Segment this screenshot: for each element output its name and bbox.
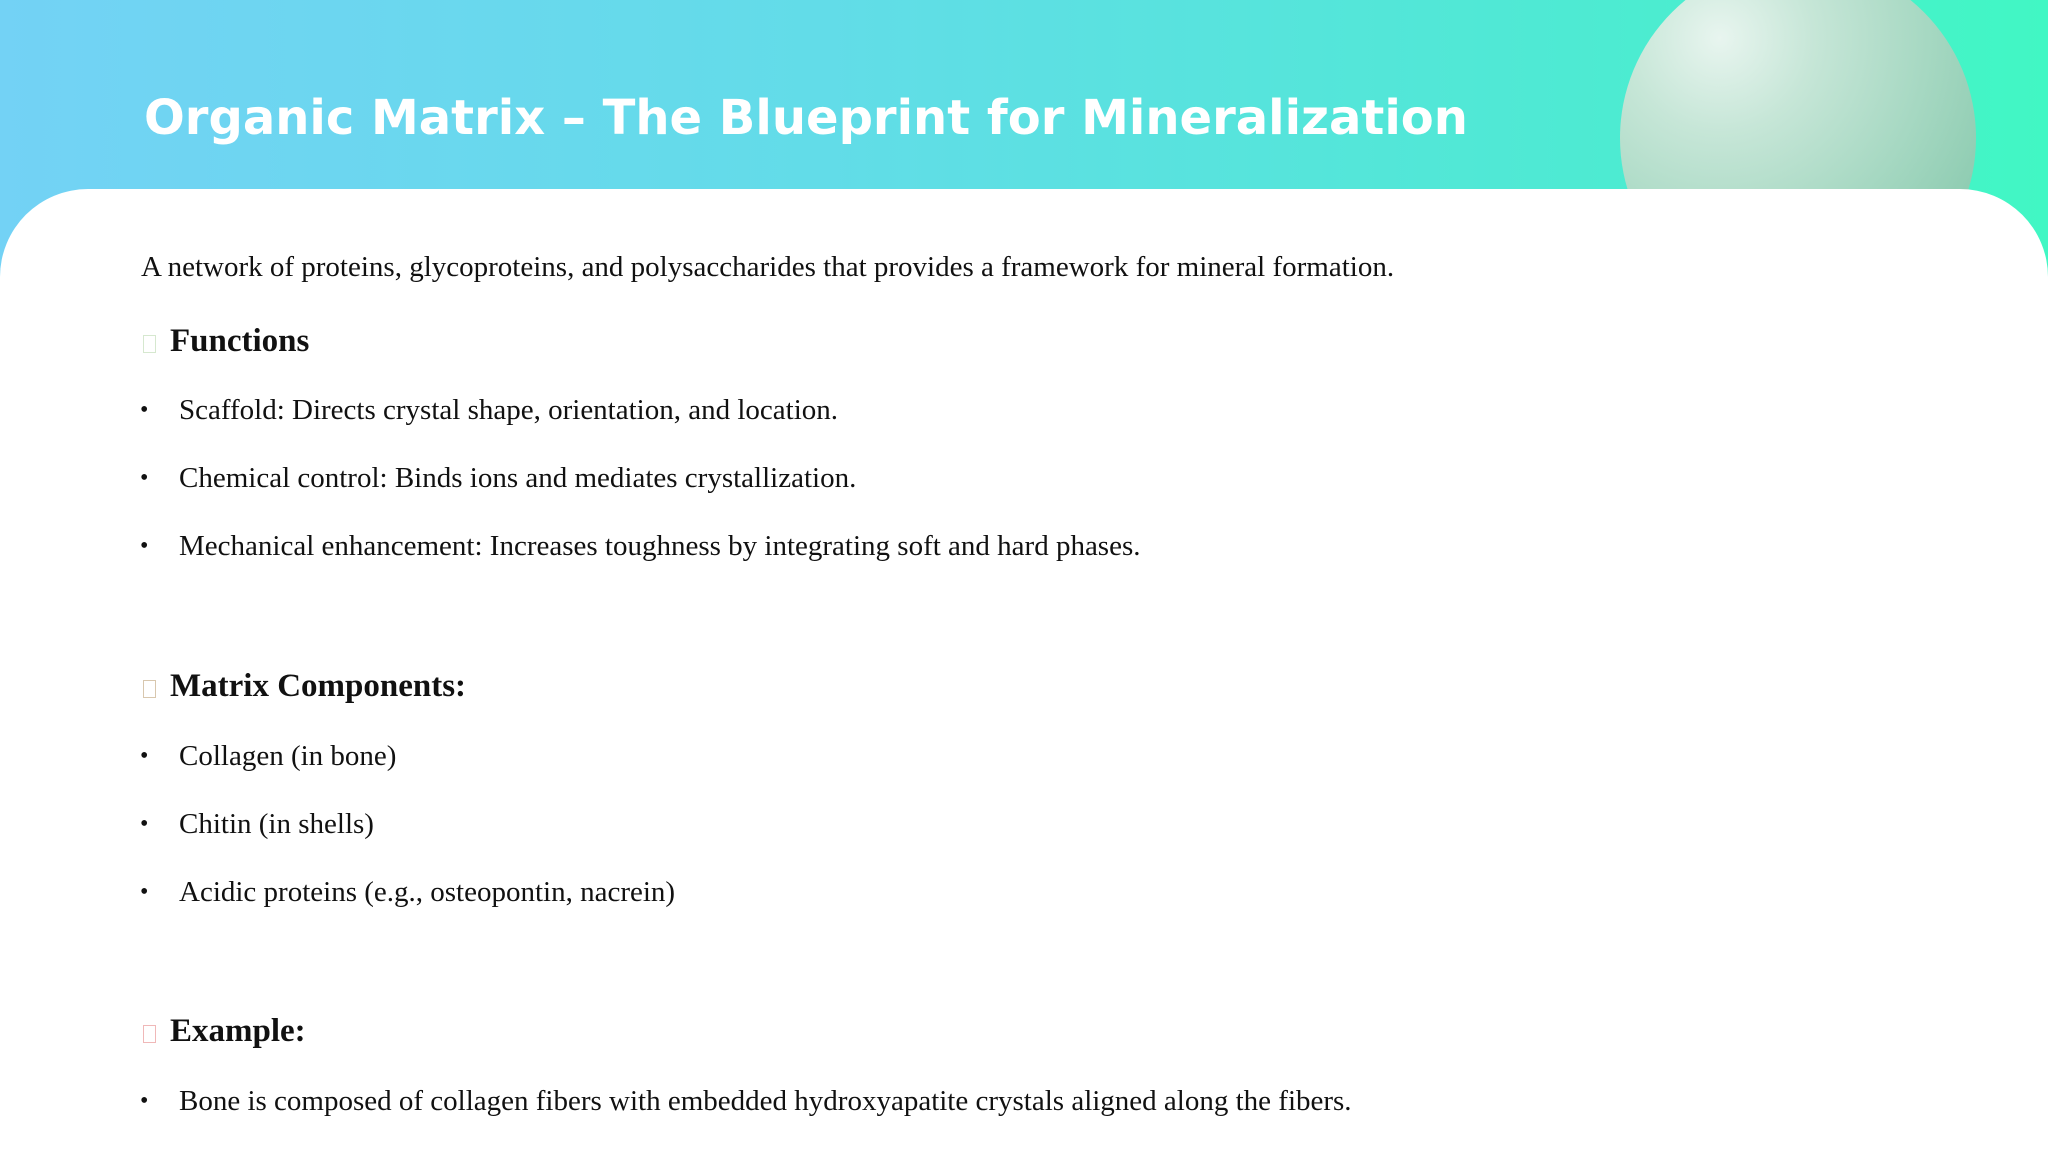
- intro-paragraph: A network of proteins, glycoproteins, and polysaccharides that provides a framework for mineral formation.: [141, 251, 1395, 283]
- matrix-components-list-item: [140, 807, 675, 841]
- bullet-icon: •: [140, 743, 149, 769]
- example-list: [140, 1084, 1352, 1152]
- bullet-icon: •: [140, 465, 149, 491]
- matrix-components-heading: [143, 666, 466, 706]
- example-box-icon: [143, 1025, 156, 1043]
- bullet-icon: •: [140, 1088, 149, 1114]
- matrix-components-item-text: Collagen (in bone): [179, 740, 397, 772]
- matrix-components-list-item: [140, 875, 675, 909]
- matrix-components-heading-label: Matrix Components:: [170, 668, 467, 704]
- functions-list-item: [140, 461, 1141, 495]
- functions-list-item: [140, 529, 1141, 563]
- functions-list-item: [140, 393, 1141, 427]
- functions-heading-label: Functions: [170, 323, 310, 359]
- matrix-components-item-text: Chitin (in shells): [179, 808, 374, 840]
- bullet-icon: •: [140, 397, 149, 423]
- functions-list: [140, 393, 1141, 597]
- bullet-icon: •: [140, 879, 149, 905]
- functions-item-text: Chemical control: Binds ions and mediates crystallization.: [179, 462, 857, 494]
- example-heading-label: Example:: [170, 1013, 306, 1049]
- functions-box-icon: [143, 335, 156, 353]
- bullet-icon: •: [140, 533, 149, 559]
- example-heading: [143, 1011, 306, 1051]
- functions-heading: [143, 321, 309, 361]
- matrix-components-list: [140, 739, 675, 943]
- slide-title: Organic Matrix – The Blueprint for Mineralization: [144, 90, 1468, 146]
- matrix-components-list-item: [140, 739, 675, 773]
- functions-item-text: Mechanical enhancement: Increases toughness by integrating soft and hard phases.: [179, 530, 1141, 562]
- example-item-text: Bone is composed of collagen fibers with embedded hydroxyapatite crystals aligned along the fibers.: [179, 1085, 1352, 1117]
- example-list-item: [140, 1084, 1352, 1118]
- functions-item-text: Scaffold: Directs crystal shape, orientation, and location.: [179, 394, 839, 426]
- matrix-components-box-icon: [143, 680, 156, 698]
- matrix-components-item-text: Acidic proteins (e.g., osteopontin, nacrein): [179, 876, 676, 908]
- bullet-icon: •: [140, 811, 149, 837]
